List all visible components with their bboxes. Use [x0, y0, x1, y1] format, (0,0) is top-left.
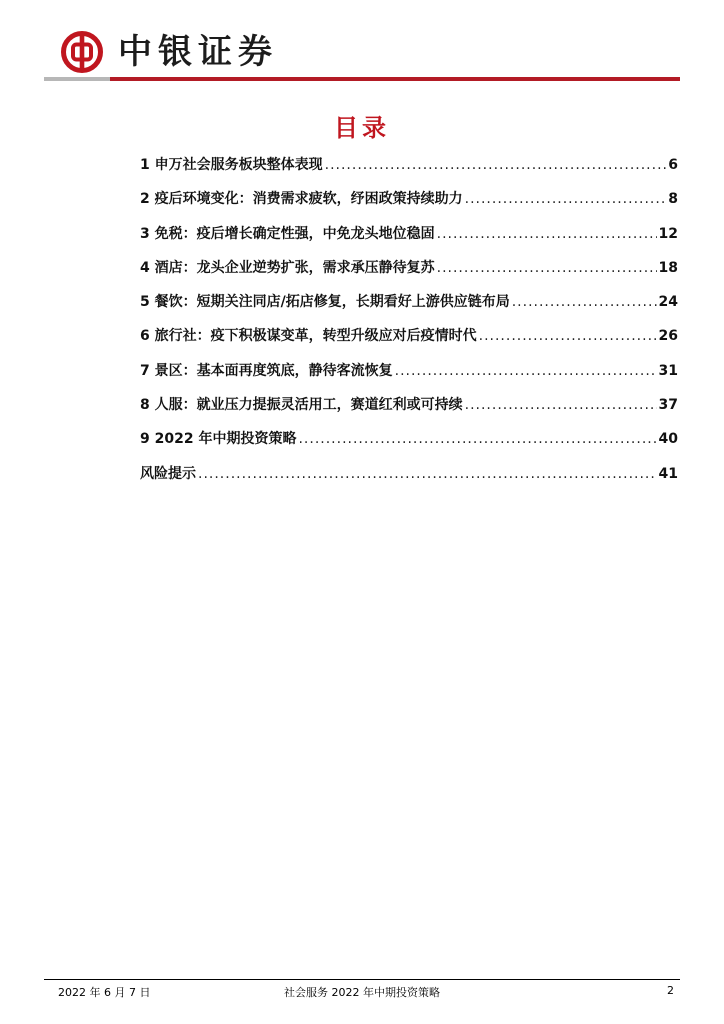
toc-entry[interactable]: [140, 325, 678, 359]
toc-entry-page[interactable]: 41: [658, 465, 678, 482]
bank-of-china-logo-icon: [60, 30, 104, 74]
toc-entry[interactable]: [140, 188, 678, 222]
toc-entry-label[interactable]: 9 2022 年中期投资策略: [140, 431, 297, 448]
toc-dot-leader: [512, 294, 657, 310]
toc-entry-page[interactable]: 31: [658, 362, 678, 379]
toc-entry-label[interactable]: 2 疫后环境变化：消费需求疲软，纾困政策持续助力: [140, 191, 463, 208]
toc-entry-label[interactable]: 5 餐饮：短期关注同店/拓店修复，长期看好上游供应链布局: [140, 294, 510, 311]
toc-entry[interactable]: [140, 360, 678, 394]
toc-dot-leader: [198, 466, 657, 482]
toc-dot-leader: [465, 397, 657, 413]
toc-entry[interactable]: [140, 291, 678, 325]
brand-name: 中银证券: [118, 32, 278, 72]
toc-dot-leader: [479, 328, 657, 344]
footer-divider: [44, 979, 680, 980]
toc-dot-leader: [298, 431, 656, 447]
toc-entry-label[interactable]: 4 酒店：龙头企业逆势扩张，需求承压静待复苏: [140, 259, 435, 276]
toc-entry[interactable]: [140, 223, 678, 257]
toc-dot-leader: [437, 260, 657, 276]
toc-entry[interactable]: [140, 257, 678, 291]
toc-entry-label[interactable]: 1 申万社会服务板块整体表现: [140, 157, 323, 173]
toc-dot-leader: [437, 226, 657, 242]
toc-entry-label[interactable]: 风险提示: [140, 465, 196, 482]
header-divider: [44, 77, 680, 81]
toc-title: 目录: [334, 114, 390, 142]
page-header: [44, 26, 680, 86]
toc-entry-page[interactable]: 24: [658, 294, 678, 311]
toc-entry-page[interactable]: 12: [658, 225, 678, 242]
footer-page-number: 2: [667, 984, 674, 997]
toc-entry-page[interactable]: 8: [668, 191, 678, 208]
toc-entry-page[interactable]: 40: [658, 431, 678, 448]
table-of-contents: [140, 154, 678, 497]
toc-entry[interactable]: [140, 394, 678, 428]
toc-entry[interactable]: [140, 463, 678, 497]
footer-date: 2022 年 6 月 7 日: [58, 986, 151, 999]
toc-dot-leader: [325, 157, 667, 173]
toc-entry-page[interactable]: 18: [658, 259, 678, 276]
footer-report-title: 社会服务 2022 年中期投资策略: [284, 986, 440, 999]
toc-entry[interactable]: [140, 428, 678, 462]
toc-entry-page[interactable]: 37: [658, 397, 678, 414]
toc-entry[interactable]: [140, 154, 678, 188]
toc-entry-label[interactable]: 6 旅行社：疫下积极谋变革，转型升级应对后疫情时代: [140, 328, 477, 345]
toc-entry-label[interactable]: 8 人服：就业压力提振灵活用工，赛道红利或可持续: [140, 397, 463, 414]
toc-dot-leader: [395, 363, 657, 379]
toc-dot-leader: [465, 191, 667, 207]
toc-entry-label[interactable]: 3 免税：疫后增长确定性强，中免龙头地位稳固: [140, 225, 435, 242]
toc-entry-label[interactable]: 7 景区：基本面再度筑底，静待客流恢复: [140, 362, 393, 379]
toc-entry-page[interactable]: 26: [658, 328, 678, 345]
toc-entry-page[interactable]: 6: [668, 157, 678, 173]
